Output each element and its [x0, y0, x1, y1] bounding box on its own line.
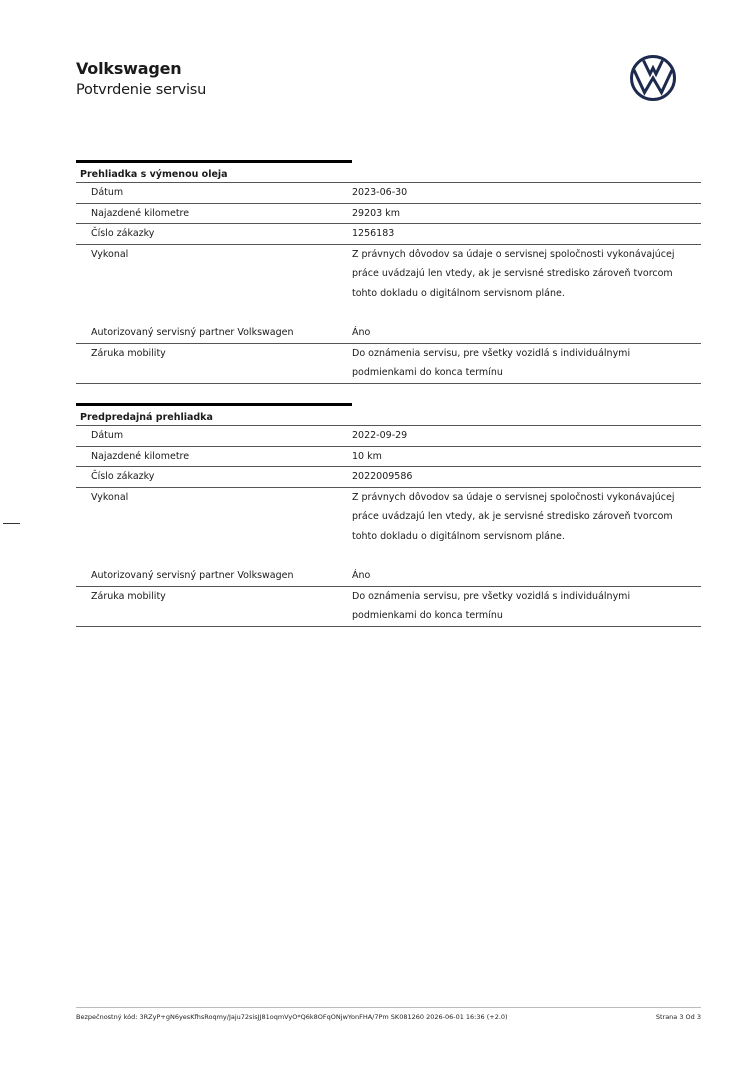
row-label: Autorizovaný servisný partner Volkswagen [91, 327, 294, 338]
row-label: Číslo zákazky [91, 228, 155, 239]
fold-mark [3, 523, 20, 524]
row-label: Najazdené kilometre [91, 450, 190, 462]
row-label: Najazdené kilometre [91, 207, 190, 219]
row-label: Dátum [91, 187, 124, 198]
table-row-authorized-partner [76, 566, 701, 586]
table-row-mobility-guarantee [76, 343, 701, 383]
service-details-table [76, 425, 701, 627]
volkswagen-logo-icon [629, 54, 677, 102]
security-code: Bezpečnostný kód: 3RZyP+gN6yesKfhsRoqmy/Jaju72sisJJ81oqmVyO*Q6k8OFqONjwYonFHA/7Pm SK081260 2026-06-01 16:36 (+2.0) [76, 1013, 508, 1021]
brand-name: Volkswagen [76, 59, 182, 78]
footer-divider [76, 1007, 701, 1008]
section-title: Prehliadka s výmenou oleja [80, 169, 228, 180]
row-label: Autorizovaný servisný partner Volkswagen [91, 570, 294, 581]
row-label: Vykonal [91, 248, 129, 260]
document-title: Potvrdenie servisu [76, 82, 207, 98]
page-footer [76, 1011, 701, 1023]
row-value: Z právnych dôvodov sa údaje o servisnej spoločnosti vykonávajúcej práce uvádzajú len vtedy, ak je servisné stredisko zároveň tvorcom tohto dokladu o digitálnom servisnom pláne. [352, 248, 675, 299]
table-row-date [76, 183, 701, 203]
table-row-authorized-partner [76, 323, 701, 343]
row-value: Do oznámenia servisu, pre všetky vozidlá s individuálnymi podmienkami do konca termínu [352, 347, 631, 378]
row-value: Áno [352, 570, 371, 581]
row-value: 2023-06-30 [352, 187, 408, 198]
table-row-performed-by [76, 487, 701, 567]
row-label: Záruka mobility [91, 590, 166, 602]
row-label: Vykonal [91, 491, 129, 503]
row-value: Z právnych dôvodov sa údaje o servisnej spoločnosti vykonávajúcej práce uvádzajú len vtedy, ak je servisné stredisko zároveň tvorcom tohto dokladu o digitálnom servisnom pláne. [352, 491, 675, 542]
row-label: Dátum [91, 430, 124, 441]
table-row-order-number [76, 223, 701, 244]
row-value: 1256183 [352, 228, 395, 239]
row-label: Záruka mobility [91, 347, 166, 359]
table-row-performed-by [76, 244, 701, 324]
document-header [76, 58, 206, 100]
row-value: Áno [352, 327, 371, 338]
table-row-mileage [76, 446, 701, 467]
table-row-mobility-guarantee [76, 586, 701, 626]
table-row-date [76, 426, 701, 446]
page-number: Strana 3 Od 3 [655, 1013, 701, 1021]
service-details-table [76, 182, 701, 384]
service-section-oil-change [76, 160, 701, 384]
row-value: 2022-09-29 [352, 430, 408, 441]
row-value: 10 km [352, 450, 382, 462]
row-value: 29203 km [352, 207, 400, 219]
section-title: Predpredajná prehliadka [80, 412, 213, 423]
table-row-mileage [76, 203, 701, 224]
table-row-order-number [76, 466, 701, 487]
row-value: 2022009586 [352, 471, 413, 482]
row-value: Do oznámenia servisu, pre všetky vozidlá s individuálnymi podmienkami do konca termínu [352, 590, 631, 621]
service-section-pre-sale-inspection [76, 403, 701, 627]
row-label: Číslo zákazky [91, 471, 155, 482]
